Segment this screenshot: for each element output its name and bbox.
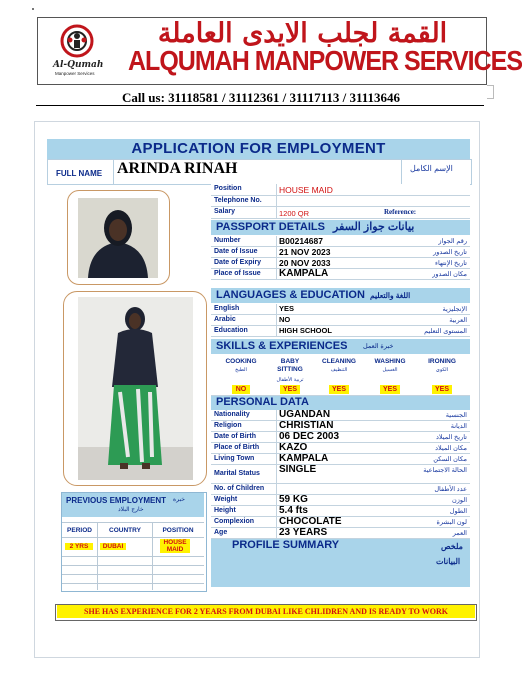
education-value: HIGH SCHOOL	[279, 326, 332, 335]
skill-cooking-label: COOKING	[225, 358, 257, 365]
religion-label-arabic: الديانة	[450, 423, 467, 430]
passport-section-title-arabic: بيانات جواز السفر	[333, 221, 415, 233]
english-value: YES	[279, 304, 295, 313]
complexion-value: CHOCOLATE	[279, 516, 342, 527]
previous-employment-subtitle-arabic: خارج البلاد	[118, 507, 144, 513]
company-name-english: ALQUMAH MANPOWER SERVICES	[128, 45, 522, 77]
religion-value: CHRISTIAN	[279, 420, 334, 431]
position-row	[211, 184, 470, 196]
salary-value: 1200 QR	[279, 209, 310, 218]
telephone-label: Telephone No.	[214, 197, 262, 204]
skill-washing-value: YES	[380, 385, 400, 394]
skill-baby-sitting-label-arabic: تربية الأطفال	[276, 377, 304, 383]
weight-label: Weight	[214, 496, 238, 503]
issue-date-label: Date of Issue	[214, 248, 258, 255]
header-edge-mark	[487, 85, 494, 99]
table-rule	[62, 574, 204, 575]
passport-section-title: PASSPORT DETAILS	[216, 221, 325, 233]
table-rule	[62, 583, 204, 584]
employment-period: 2 YRS	[65, 543, 93, 550]
svg-text:Manpower Services: Manpower Services	[55, 71, 95, 76]
divider	[113, 159, 114, 185]
portrait-photo	[78, 198, 158, 278]
employment-position: HOUSE MAID	[160, 539, 190, 553]
nationality-label-arabic: الجنسية	[445, 412, 467, 419]
arabic-row	[211, 315, 470, 326]
employment-country: DUBAI	[100, 543, 126, 550]
education-label: Education	[214, 327, 248, 334]
nationality-value: UGANDAN	[279, 409, 331, 420]
languages-section-title-arabic: اللغة والتعليم	[370, 291, 411, 300]
skill-cooking-label-arabic: الطبخ	[235, 367, 247, 373]
personal-section-title: PERSONAL DATA	[216, 396, 309, 408]
profile-summary-subtitle-arabic: البيانات	[436, 557, 461, 566]
table-rule	[62, 537, 204, 538]
languages-section-title: LANGUAGES & EDUCATION	[216, 289, 365, 301]
full-name-row	[47, 159, 472, 185]
divider	[276, 304, 277, 337]
arabic-label: Arabic	[214, 316, 236, 323]
skill-ironing-value: YES	[432, 385, 452, 394]
marital-status-label-arabic: الحالة الاجتماعية	[423, 467, 467, 474]
english-label-arabic: الإنجليزية	[442, 306, 467, 313]
table-rule	[62, 565, 204, 566]
place-of-issue-label-arabic: مكان الصدور	[432, 271, 467, 278]
salary-row	[211, 207, 470, 219]
age-value: 23 YEARS	[279, 527, 328, 538]
age-label-arabic: العمر	[452, 530, 467, 537]
skill-ironing-label-arabic: الكوي	[435, 367, 449, 373]
previous-employment-title-arabic: خبرة	[173, 497, 185, 503]
religion-label: Religion	[214, 422, 242, 429]
position-label: Position	[214, 185, 242, 192]
religion-row	[211, 421, 470, 432]
age-row	[211, 528, 470, 539]
place-of-birth-value: KAZO	[279, 442, 308, 453]
full-name-label-arabic: الإسم الكامل	[410, 164, 453, 173]
weight-row	[211, 495, 470, 506]
complexion-label-arabic: لون البشرة	[436, 519, 467, 526]
living-town-label: Living Town	[214, 455, 255, 462]
passport-number-row	[211, 236, 470, 247]
education-label-arabic: المستوى التعليم	[424, 328, 467, 335]
height-label: Height	[214, 507, 236, 514]
skill-washing-label: WASHING	[374, 358, 406, 365]
logo-emblem-icon	[51, 23, 111, 77]
arabic-value: NO	[279, 315, 291, 324]
height-value: 5.4 fts	[279, 505, 308, 516]
svg-text:Al-Qumah: Al-Qumah	[53, 60, 104, 70]
marital-status-value: SINGLE	[279, 464, 317, 475]
english-label: English	[214, 305, 240, 312]
complexion-label: Complexion	[214, 518, 255, 525]
salary-label: Salary	[214, 208, 236, 215]
skill-ironing-label: IRONING	[428, 358, 456, 365]
full-name-label: FULL NAME	[56, 169, 103, 178]
height-label-arabic: الطول	[449, 508, 467, 515]
children-label-arabic: عدد الأطفال	[434, 486, 467, 493]
skill-cleaning-label: CLEANING	[322, 358, 356, 365]
profile-summary-title: PROFILE SUMMARY	[232, 539, 340, 551]
place-of-birth-label: Place of Birth	[214, 444, 260, 451]
place-of-issue-value: KAMPALA	[279, 268, 329, 279]
date-of-birth-value: 06 DEC 2003	[279, 431, 340, 442]
skills-section-title-arabic: خبرة العمل	[363, 343, 394, 350]
issue-date-value: 21 NOV 2023	[279, 247, 331, 257]
expiry-date-label: Date of Expiry	[214, 259, 262, 266]
column-header-country: COUNTRY	[109, 527, 141, 534]
table-rule	[62, 556, 204, 557]
full-body-photo	[78, 297, 193, 480]
skill-cooking-value: NO	[232, 385, 250, 394]
previous-employment-title: PREVIOUS EMPLOYMENT	[66, 496, 167, 505]
passport-number-label: Number	[214, 237, 241, 244]
position-value: HOUSE MAID	[279, 185, 333, 195]
english-row	[211, 304, 470, 315]
table-rule	[62, 522, 204, 523]
expiry-date-label-arabic: تاريخ الإنتهاء	[434, 260, 467, 267]
divider	[401, 159, 402, 185]
skill-cleaning-label-arabic: التنظيف	[330, 367, 348, 373]
contact-numbers: Call us: 31118581 / 31112361 / 31117113 / 31113646	[121, 90, 401, 105]
column-header-period: PERIOD	[67, 527, 92, 534]
profile-summary-title-arabic: ملخص	[441, 542, 463, 551]
corner-mark	[32, 8, 34, 10]
skills-section-title: SKILLS & EXPERIENCES	[216, 340, 348, 352]
arabic-label-arabic: العربية	[449, 317, 467, 324]
date-of-birth-label: Date of Birth	[214, 433, 256, 440]
divider	[276, 410, 277, 539]
weight-label-arabic: الوزن	[451, 497, 467, 504]
divider	[276, 184, 277, 218]
issue-date-label-arabic: تاريخ الصدور	[433, 249, 467, 256]
skill-baby-sitting-label: BABY SITTING	[277, 358, 303, 373]
divider	[276, 236, 277, 280]
passport-number-value: B00214687	[279, 236, 323, 246]
skill-washing-label-arabic: الغسيل	[382, 367, 398, 373]
living-town-value: KAMPALA	[279, 453, 329, 464]
weight-value: 59 KG	[279, 494, 308, 505]
header-rule	[36, 105, 484, 106]
nationality-label: Nationality	[214, 411, 250, 418]
reference-label: Reference:	[384, 208, 417, 216]
living-town-label-arabic: مكان السكن	[433, 456, 467, 463]
column-header-position: POSITION	[162, 527, 194, 534]
summary-text: SHE HAS EXPERIENCE FOR 2 YEARS FROM DUBAI LIKE CHLIDREN AND IS READY TO WORK	[57, 605, 475, 618]
age-label: Age	[214, 529, 228, 536]
children-label: No. of Children	[214, 485, 265, 492]
place-of-birth-label-arabic: مكان الميلاد	[435, 445, 467, 452]
company-name-arabic: القمة لجلب الايدى العاملة	[157, 18, 448, 49]
expiry-date-value: 20 NOV 2033	[279, 258, 331, 268]
date-of-birth-label-arabic: تاريخ الميلاد	[435, 434, 467, 441]
skill-cleaning-value: YES	[329, 385, 349, 394]
place-of-issue-label: Place of Issue	[214, 270, 261, 277]
company-logo	[51, 23, 111, 77]
passport-number-label-arabic: رقم الجواز	[438, 238, 467, 245]
form-title: APPLICATION FOR EMPLOYMENT	[47, 139, 470, 159]
full-name-value: ARINDA RINAH	[117, 160, 238, 177]
skill-baby-sitting-value: YES	[280, 385, 300, 394]
marital-status-label: Marital Status	[214, 470, 260, 477]
